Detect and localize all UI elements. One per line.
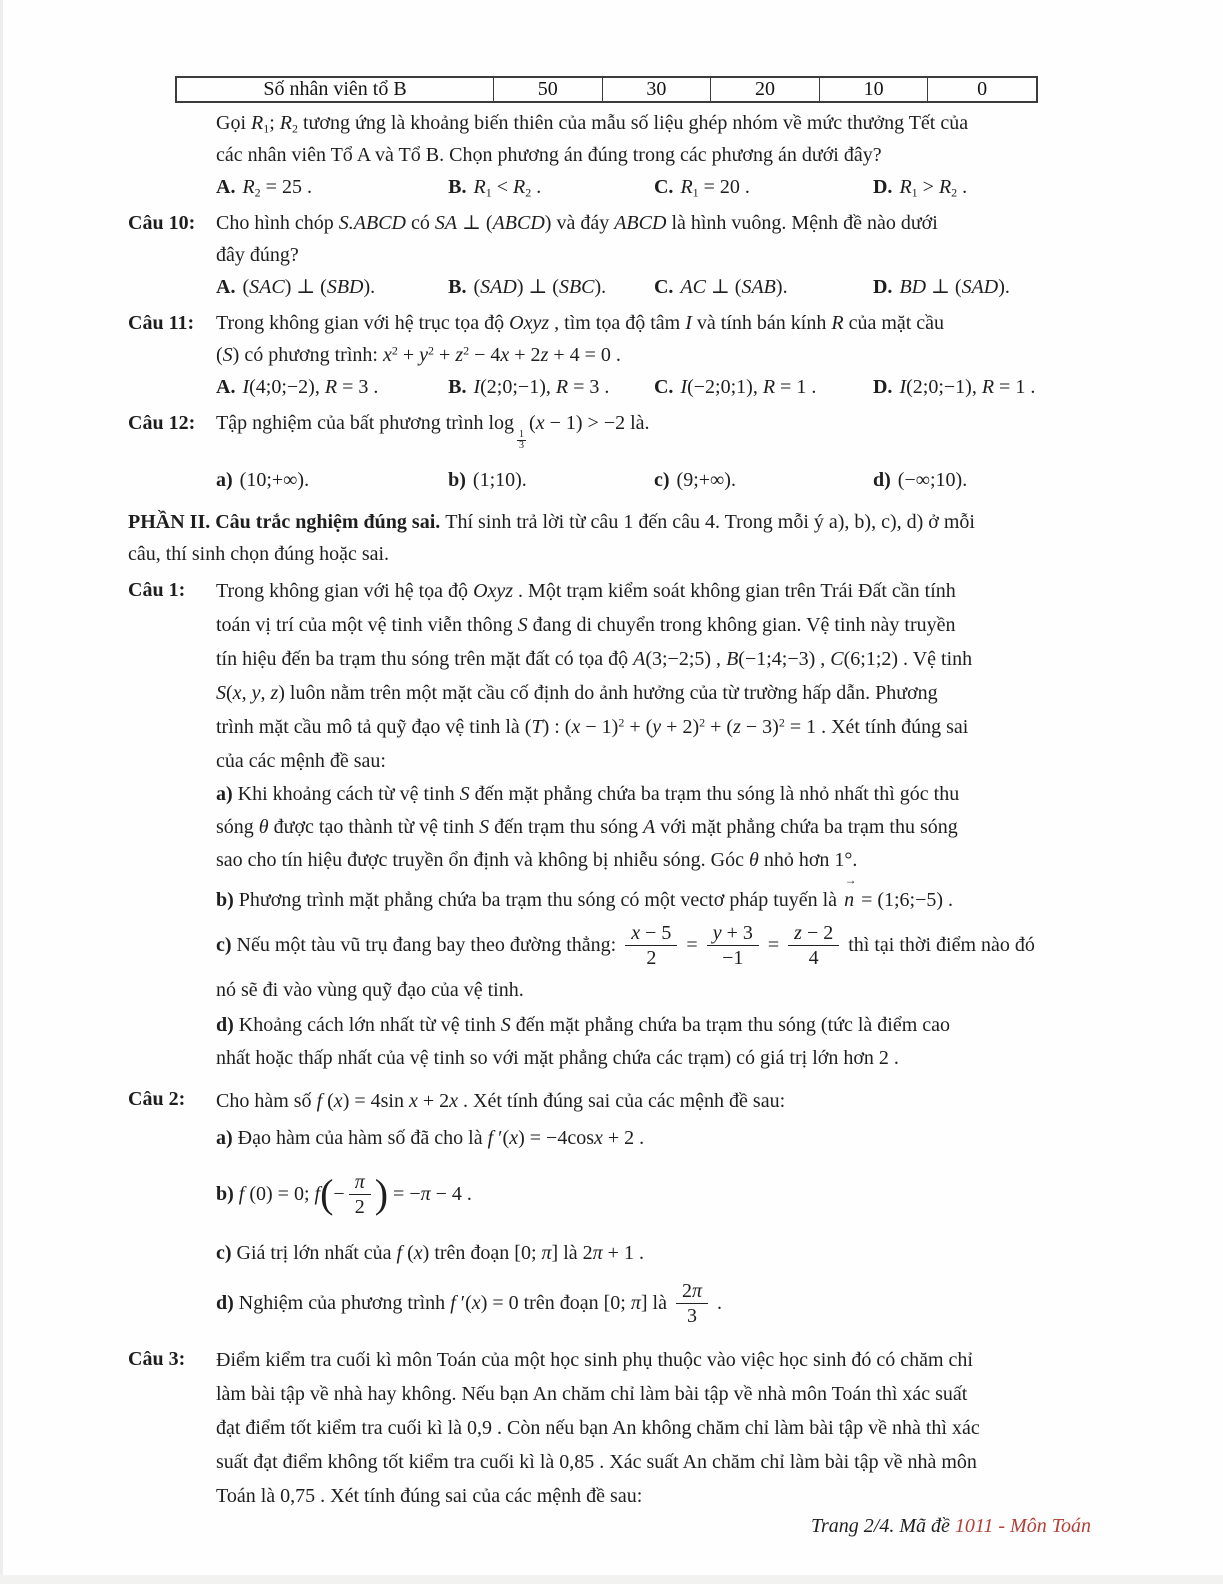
option-text: (1;10).	[472, 468, 527, 491]
part2-question-2	[128, 1083, 1092, 1331]
option-key: D.	[872, 176, 893, 198]
question-label: Câu 11:	[128, 312, 195, 334]
question-10	[128, 207, 1092, 303]
option-C	[654, 271, 873, 303]
question-label-spacer	[128, 107, 216, 203]
frequency-table	[175, 76, 1038, 103]
footer-separator: -	[993, 1515, 1011, 1537]
option-D	[873, 271, 1092, 303]
options-row	[216, 271, 1092, 303]
option-key: a)	[216, 468, 233, 491]
statement-d	[216, 1009, 1092, 1075]
question-body	[216, 1083, 1092, 1331]
scan-bottom-edge	[0, 1575, 1223, 1584]
question-text-line: tín hiệu đến ba trạm thu sóng trên mặt đất có tọa độ A(3;−2;5) , B(−1;4;−3) , C(6;1;2) . Vệ tinh	[216, 647, 973, 670]
option-key: D.	[872, 376, 893, 398]
options-row	[216, 371, 1092, 403]
option-D	[873, 371, 1092, 403]
option-text: $R_1 = 20$ .	[680, 176, 750, 200]
question-text-line: Trong không gian với hệ tọa độ Oxyz . Một trạm kiểm soát không gian trên Trái Đất cần tính	[216, 579, 956, 602]
statement-c: c) Giá trị lớn nhất của f (x) trên đoạn [0; π] là 2π + 1 .	[216, 1241, 644, 1264]
question-text-line: Cho hình chóp S.ABCD có SA ⊥ (ABCD) và đáy ABCD là hình vuông. Mệnh đề nào dưới	[216, 212, 938, 234]
question-body	[216, 574, 1092, 1075]
option-key: d)	[872, 468, 891, 491]
option-key: B.	[448, 176, 467, 198]
question-text-line: S(x, y, z) luôn nằm trên một mặt cầu cố định do ảnh hưởng của từ trường hấp dẫn. Phương	[216, 681, 938, 704]
table-value-cell: 20	[710, 78, 819, 101]
question-text-line: Cho hàm số f (x) = 4sin x + 2x . Xét tính đúng sai của các mệnh đề sau:	[216, 1089, 786, 1112]
question-text-line: Tập nghiệm của bất phương trình log $\frac{1}{3}$ (x − 1) > −2 là.	[216, 412, 650, 451]
option-B	[448, 171, 654, 203]
question-text-line: Gọi $R_1$; $R_2$ tương ứng là khoảng biến thiên của mẫu số liệu ghép nhóm về mức thưởng Tết của	[216, 112, 969, 136]
option-key: c)	[653, 468, 670, 491]
option-C	[654, 371, 873, 403]
part2-question-3	[128, 1343, 1092, 1513]
question-label: Câu 2:	[128, 1087, 186, 1110]
option-A	[216, 171, 448, 203]
statement-line: sao cho tín hiệu được truyền ổn định và không bị nhiễu sóng. Góc θ nhỏ hơn 1°.	[216, 848, 858, 871]
table-value-cell: 30	[602, 78, 711, 101]
option-text: I(2;0;−1), R = 1 .	[899, 376, 1036, 398]
option-text: (10;+∞).	[239, 468, 310, 491]
question-text-line: Toán là 0,75 . Xét tính đúng sai của các mệnh đề sau:	[216, 1484, 643, 1507]
option-text: I(2;0;−1), R = 3 .	[473, 376, 610, 398]
option-text: $R_1 > R_2$ .	[899, 176, 968, 200]
question-text-line: suất đạt điểm không tốt kiểm tra cuối kì là 0,85 . Xác suất An chăm chỉ làm bài tập về nhà môn	[216, 1450, 977, 1473]
question-text-line: các nhân viên Tổ A và Tổ B. Chọn phương án đúng trong các phương án dưới đây?	[216, 144, 882, 166]
option-text: AC ⊥ (SAB).	[680, 276, 788, 298]
option-text: $R_1 < R_2$ .	[473, 176, 542, 200]
option-text: (SAC) ⊥ (SBD).	[242, 276, 376, 298]
question-body	[216, 407, 1092, 496]
statement-c	[216, 917, 1092, 1007]
statement-line: d) Khoảng cách lớn nhất từ vệ tinh S đến mặt phẳng chứa ba trạm thu sóng (tức là điểm cao	[216, 1013, 951, 1036]
question-text-line: đạt điểm tốt kiểm tra cuối kì là 0,9 . Còn nếu bạn An không chăm chỉ làm bài tập về nhà thì xác	[216, 1416, 980, 1439]
table-value-cell: 0	[927, 78, 1036, 101]
option-key: B.	[448, 376, 467, 398]
option-text: BD ⊥ (SAD).	[899, 276, 1010, 298]
option-text: (−∞;10).	[897, 468, 968, 491]
question-9-continuation	[128, 107, 1092, 203]
statement-line: c) Nếu một tàu vũ trụ đang bay theo đường thẳng: $\frac{x - 5}{2}$ = $\frac{y + 3}{-1}$ = $\frac{z - 2}{4}$ thì tại thời điểm nào đó	[216, 922, 1035, 970]
question-text-line: (S) có phương trình: $x^2 + y^2 + z^2 - 4x + 2z + 4 = 0$ .	[216, 343, 621, 366]
option-b	[448, 464, 654, 496]
option-text: I(4;0;−2), R = 3 .	[242, 376, 379, 398]
statement-a: a) Đạo hàm của hàm số đã cho là f ′(x) = −4cosx + 2 .	[216, 1126, 645, 1149]
question-body	[216, 307, 1092, 403]
statement-line: nhất hoặc thấp nhất của vệ tinh so với mặt phẳng chứa các trạm) có giá trị lớn hơn 2 .	[216, 1046, 899, 1069]
question-text-line: trình mặt cầu mô tả quỹ đạo vệ tinh là (T) : $(x - 1)^2 + (y + 2)^2 + (z - 3)^2 = 1$ . Xét tính đúng sai	[216, 714, 969, 738]
option-B	[448, 371, 654, 403]
question-body	[216, 207, 1092, 303]
option-key: C.	[653, 376, 674, 398]
question-text-line: làm bài tập về nhà hay không. Nếu bạn An chăm chỉ làm bài tập về nhà môn Toán thì xác suất	[216, 1382, 968, 1405]
table-row-label: Số nhân viên tổ B	[263, 78, 407, 100]
options-row	[216, 171, 1092, 203]
part2-question-1	[128, 574, 1092, 1075]
question-label: Câu 3:	[128, 1347, 186, 1370]
question-text-line: Điểm kiểm tra cuối kì môn Toán của một học sinh phụ thuộc vào việc học sinh đó có chăm chỉ	[216, 1348, 973, 1371]
footer-page-info: Trang 2/4. Mã đề	[810, 1515, 955, 1537]
option-key: D.	[872, 276, 893, 298]
question-11	[128, 307, 1092, 403]
page-footer	[811, 1515, 1091, 1538]
option-key: b)	[448, 468, 466, 491]
part-2-heading-line: câu, thí sinh chọn đúng hoặc sai.	[128, 542, 390, 565]
question-text-line: toán vị trí của một vệ tinh viễn thông S đang di chuyển trong không gian. Vệ tinh này truyền	[216, 613, 956, 636]
statement-b	[216, 883, 1092, 917]
question-text-line: đây đúng?	[216, 244, 299, 266]
question-text-line: Trong không gian với hệ trục tọa độ Oxyz , tìm tọa độ tâm I và tính bán kính R của mặt cầu	[216, 312, 945, 334]
statement-line: sóng θ được tạo thành từ vệ tinh S đến trạm thu sóng A với mặt phẳng chứa ba trạm thu sóng	[216, 815, 958, 838]
question-label: Câu 1:	[128, 578, 186, 601]
option-C	[654, 171, 873, 203]
option-key: C.	[653, 176, 674, 198]
option-d	[873, 464, 1092, 496]
option-text: $R_2 = 25$ .	[242, 176, 312, 200]
option-key: B.	[448, 276, 467, 298]
option-a	[216, 464, 448, 496]
statement-d: d) Nghiệm của phương trình f ′(x) = 0 trên đoạn [0; π] là $\frac{2\pi}{3}$ .	[216, 1280, 722, 1328]
statement-b: b) f (0) = 0; f(− $\frac{\pi}{2}$ ) = −π − 4 .	[216, 1170, 472, 1219]
question-label: Câu 10:	[128, 212, 196, 234]
option-A	[216, 371, 448, 403]
question-text-line: của các mệnh đề sau:	[216, 749, 386, 772]
question-body	[216, 107, 1092, 203]
statement-line: nó sẽ đi vào vùng quỹ đạo của vệ tinh.	[216, 978, 524, 1001]
options-row	[216, 464, 1092, 496]
option-key: A.	[216, 276, 236, 298]
statement-line: a) Khi khoảng cách từ vệ tinh S đến mặt phẳng chứa ba trạm thu sóng là nhỏ nhất thì góc thu	[216, 782, 960, 805]
option-text: I(−2;0;1), R = 1 .	[680, 376, 817, 398]
table-value-cell: 10	[819, 78, 928, 101]
option-key: A.	[216, 376, 236, 398]
option-D	[873, 171, 1092, 203]
option-key: C.	[653, 276, 674, 298]
option-text: (SAD) ⊥ (SBC).	[473, 276, 607, 298]
question-label: Câu 12:	[128, 412, 196, 434]
question-12	[128, 407, 1092, 496]
table-value-cell: 50	[493, 78, 602, 101]
option-text: (9;+∞).	[676, 468, 736, 491]
footer-subject: Môn Toán	[1010, 1515, 1091, 1537]
option-B	[448, 271, 654, 303]
part-2-heading	[128, 506, 1092, 570]
option-A	[216, 271, 448, 303]
scan-left-edge	[0, 0, 3, 1584]
statement-line: b) Phương trình mặt phẳng chứa ba trạm thu sóng có một vectơ pháp tuyến là → n = (1;6;−5) .	[216, 883, 1092, 917]
option-c	[654, 464, 873, 496]
footer-exam-code: 1011	[954, 1515, 994, 1537]
option-key: A.	[216, 176, 236, 198]
part-2-heading-line: PHẦN II. Câu trắc nghiệm đúng sai. Thí sinh trả lời từ câu 1 đến câu 4. Trong mỗi ý a), b), c), d) ở mỗi	[128, 510, 975, 533]
question-body	[216, 1343, 1092, 1513]
statement-a	[216, 778, 1092, 877]
